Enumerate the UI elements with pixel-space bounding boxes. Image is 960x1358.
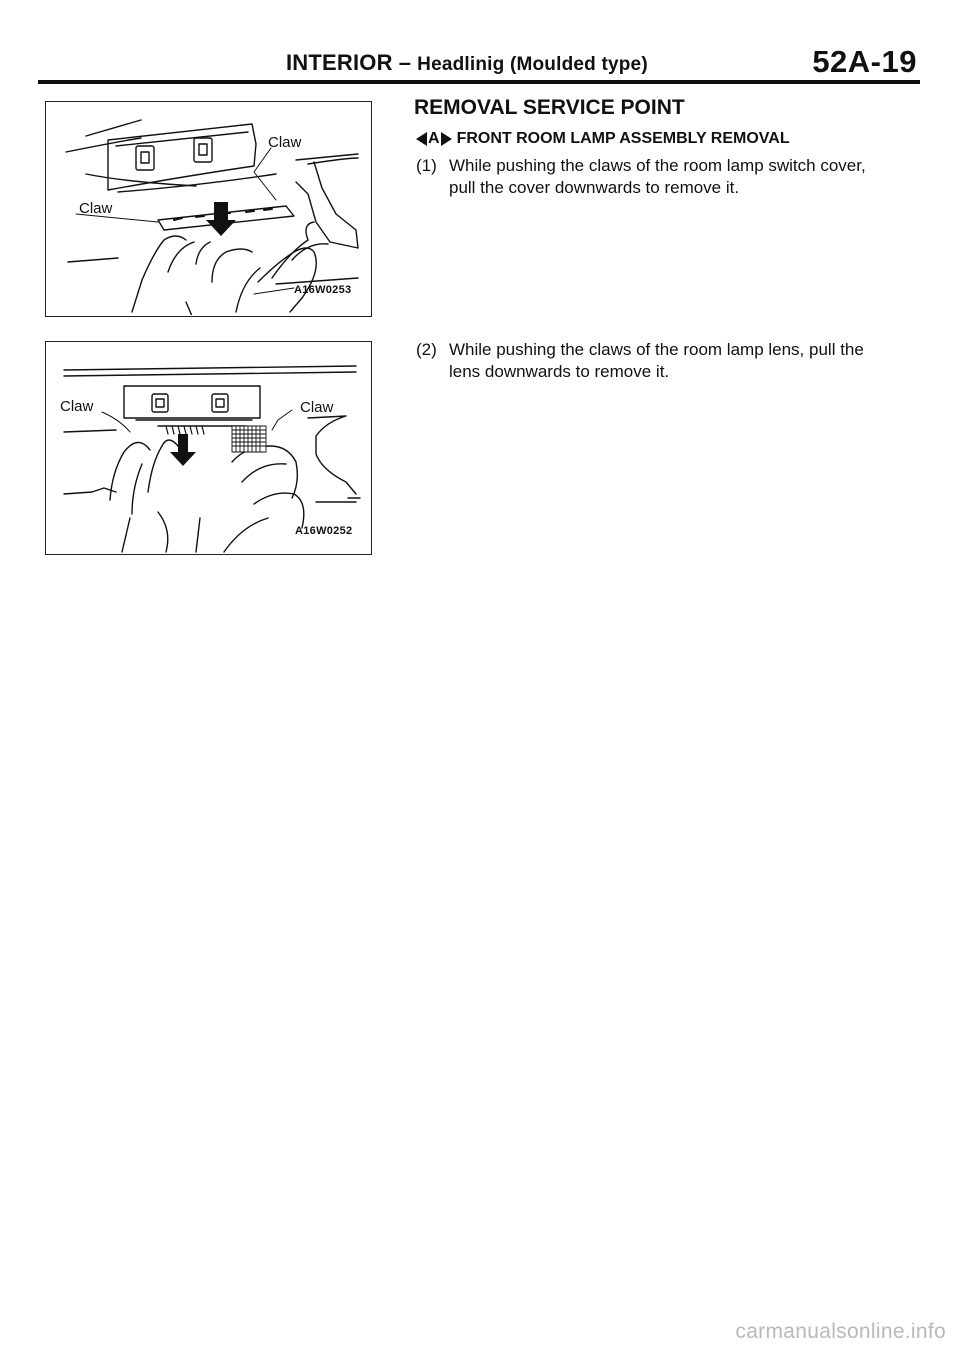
step-line: While pushing the claws of the room lamp lens, pull the [449, 340, 864, 359]
figure-lamp-lens-removal [45, 341, 372, 555]
illustration-lamp-lens [46, 342, 370, 553]
step-line: pull the cover downwards to remove it. [449, 178, 740, 197]
step-line: lens downwards to remove it. [449, 362, 670, 381]
marker-letter: A [428, 130, 440, 147]
claw-label-right: Claw [300, 399, 334, 416]
section-title: REMOVAL SERVICE POINT [414, 96, 685, 119]
header-rule [38, 80, 920, 84]
step-text [449, 339, 919, 383]
figure-code: A16W0252 [295, 525, 353, 537]
header-dash: – [398, 50, 412, 75]
claw-label-right: Claw [268, 134, 302, 151]
page-header [0, 0, 960, 90]
header-subtitle: Headlinig (Moulded type) [417, 54, 648, 75]
sub-heading [416, 130, 790, 148]
claw-label-left: Claw [60, 398, 94, 415]
arrow-left-icon [416, 132, 427, 146]
header-section: INTERIOR [286, 50, 393, 75]
figure-switch-cover-removal [45, 101, 372, 317]
header-title [286, 50, 648, 76]
step-number: (1) [416, 156, 437, 175]
step-text [449, 155, 919, 199]
sub-heading-text: FRONT ROOM LAMP ASSEMBLY REMOVAL [456, 130, 790, 147]
step-line: While pushing the claws of the room lamp switch cover, [449, 156, 866, 175]
arrow-right-icon [441, 132, 452, 146]
page-number: 52A-19 [812, 44, 917, 79]
step-number: (2) [416, 340, 437, 359]
figure-code: A16W0253 [294, 284, 352, 296]
watermark: carmanualsonline.info [735, 1320, 946, 1343]
claw-label-left: Claw [79, 200, 113, 217]
service-point-marker [416, 130, 452, 148]
